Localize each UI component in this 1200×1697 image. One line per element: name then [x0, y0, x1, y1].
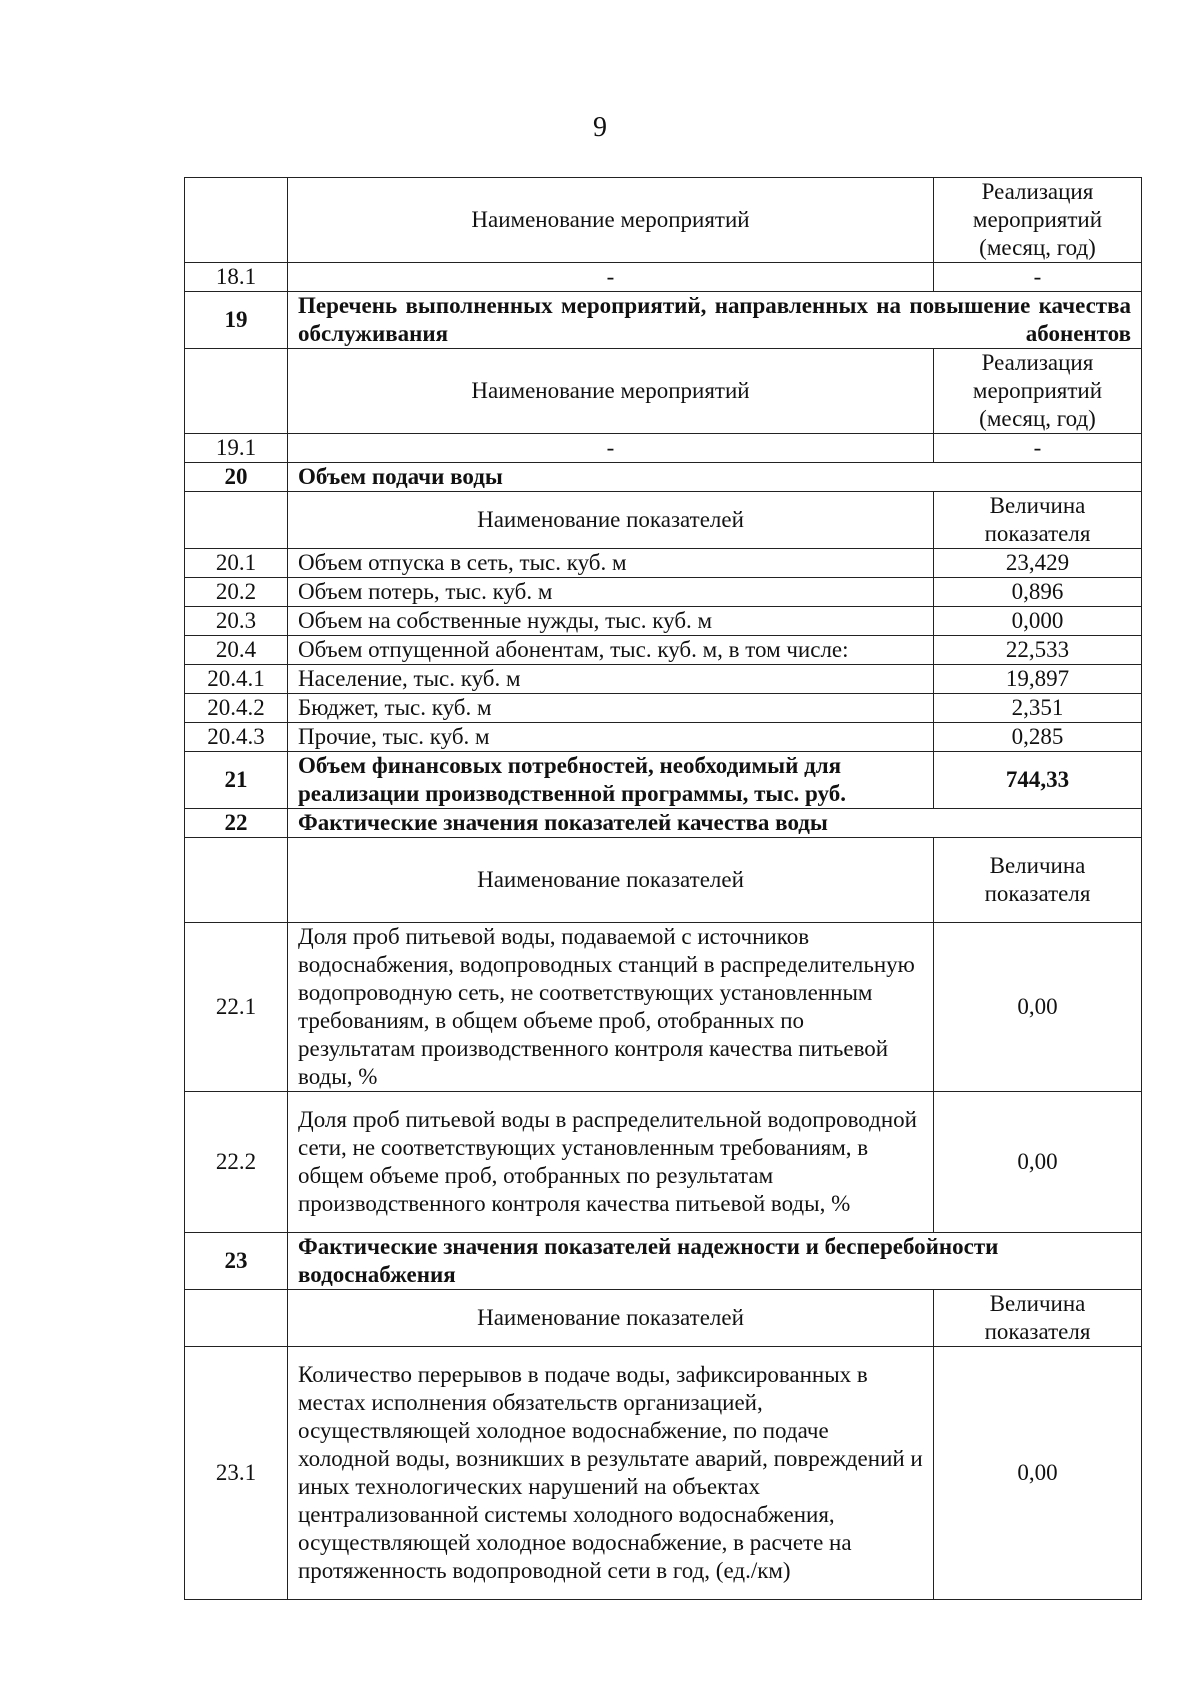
section-row	[185, 292, 1142, 349]
section-row	[185, 1233, 1142, 1290]
program-table	[184, 177, 1142, 1600]
row-name: Объем отпущенной абонентам, тыс. куб. м, в том числе:	[288, 636, 934, 665]
header-num-cell	[185, 492, 288, 549]
header-name-cell: Наименование показателей	[288, 838, 934, 923]
table-row	[185, 578, 1142, 607]
section-title: Перечень выполненных мероприятий, направленных на повышение качества обслуживания абонентов	[288, 292, 1142, 349]
row-number: 20.4.2	[185, 694, 288, 723]
row-number: 22.1	[185, 923, 288, 1092]
row-name: Прочие, тыс. куб. м	[288, 723, 934, 752]
table-row	[185, 434, 1142, 463]
row-value: 0,896	[934, 578, 1142, 607]
row-value: -	[934, 263, 1142, 292]
row-name: Количество перерывов в подаче воды, зафиксированных в местах исполнения обязательств организацией, осуществляющей холодное водоснабжение, по подаче холодной воды, возникших в результате аварий, повреждений и иных технологических нарушений на объектах централизованной системы холодного водоснабжения, осуществляющей холодное водоснабжение, в расчете на протяженность водопроводной сети в год, (ед./км)	[288, 1347, 934, 1600]
row-value: 23,429	[934, 549, 1142, 578]
header-num-cell	[185, 349, 288, 434]
row-name: Объем на собственные нужды, тыс. куб. м	[288, 607, 934, 636]
table-row	[185, 636, 1142, 665]
row-value: 0,00	[934, 1092, 1142, 1233]
section-title: Объем подачи воды	[288, 463, 1142, 492]
row-value: 0,000	[934, 607, 1142, 636]
table-row	[185, 1092, 1142, 1233]
header-name-cell: Наименование показателей	[288, 492, 934, 549]
table-header-row	[185, 838, 1142, 923]
header-impl-cell: Реализация мероприятий (месяц, год)	[934, 349, 1142, 434]
table-row	[185, 723, 1142, 752]
section-row	[185, 752, 1142, 809]
table-header-row	[185, 492, 1142, 549]
section-row	[185, 463, 1142, 492]
row-value: 22,533	[934, 636, 1142, 665]
row-number: 20.2	[185, 578, 288, 607]
section-number: 19	[185, 292, 288, 349]
row-name: -	[288, 263, 934, 292]
header-num-cell	[185, 838, 288, 923]
header-num-cell	[185, 178, 288, 263]
row-name: Доля проб питьевой воды в распределительной водопроводной сети, не соответствующих установленным требованиям, в общем объеме проб, отобранных по результатам производственного контроля качества питьевой воды, %	[288, 1092, 934, 1233]
row-value: 19,897	[934, 665, 1142, 694]
section-number: 21	[185, 752, 288, 809]
row-number: 23.1	[185, 1347, 288, 1600]
row-value: 0,285	[934, 723, 1142, 752]
section-number: 22	[185, 809, 288, 838]
table-row	[185, 549, 1142, 578]
row-number: 18.1	[185, 263, 288, 292]
section-row	[185, 809, 1142, 838]
header-impl-cell: Реализация мероприятий (месяц, год)	[934, 178, 1142, 263]
header-num-cell	[185, 1290, 288, 1347]
section-value: 744,33	[934, 752, 1142, 809]
section-title: Объем финансовых потребностей, необходимый для реализации производственной программы, тыс. руб.	[288, 752, 934, 809]
table-header-row	[185, 1290, 1142, 1347]
row-value: -	[934, 434, 1142, 463]
row-value: 0,00	[934, 1347, 1142, 1600]
table-row	[185, 694, 1142, 723]
table-header-row	[185, 349, 1142, 434]
table-header-row	[185, 178, 1142, 263]
section-title: Фактические значения показателей качества воды	[288, 809, 1142, 838]
row-number: 20.3	[185, 607, 288, 636]
table-row	[185, 665, 1142, 694]
row-number: 19.1	[185, 434, 288, 463]
row-name: Бюджет, тыс. куб. м	[288, 694, 934, 723]
header-value-cell: Величина показателя	[934, 838, 1142, 923]
row-value: 2,351	[934, 694, 1142, 723]
header-name-cell: Наименование показателей	[288, 1290, 934, 1347]
table-row	[185, 607, 1142, 636]
header-value-cell: Величина показателя	[934, 1290, 1142, 1347]
row-name: Население, тыс. куб. м	[288, 665, 934, 694]
table-row	[185, 1347, 1142, 1600]
header-name-cell: Наименование мероприятий	[288, 178, 934, 263]
section-title: Фактические значения показателей надежности и бесперебойности водоснабжения	[288, 1233, 1142, 1290]
header-name-cell: Наименование мероприятий	[288, 349, 934, 434]
row-name: Объем отпуска в сеть, тыс. куб. м	[288, 549, 934, 578]
row-name: Объем потерь, тыс. куб. м	[288, 578, 934, 607]
row-number: 22.2	[185, 1092, 288, 1233]
row-number: 20.4.1	[185, 665, 288, 694]
row-name: Доля проб питьевой воды, подаваемой с источников водоснабжения, водопроводных станций в распределительную водопроводную сеть, не соответствующих установленным требованиям, в общем объеме проб, отобранных по результатам производственного контроля качества питьевой воды, %	[288, 923, 934, 1092]
row-name: -	[288, 434, 934, 463]
section-number: 23	[185, 1233, 288, 1290]
page-number: 9	[593, 112, 607, 143]
row-number: 20.4	[185, 636, 288, 665]
table-row	[185, 923, 1142, 1092]
header-value-cell: Величина показателя	[934, 492, 1142, 549]
table-row	[185, 263, 1142, 292]
row-value: 0,00	[934, 923, 1142, 1092]
row-number: 20.1	[185, 549, 288, 578]
row-number: 20.4.3	[185, 723, 288, 752]
section-number: 20	[185, 463, 288, 492]
